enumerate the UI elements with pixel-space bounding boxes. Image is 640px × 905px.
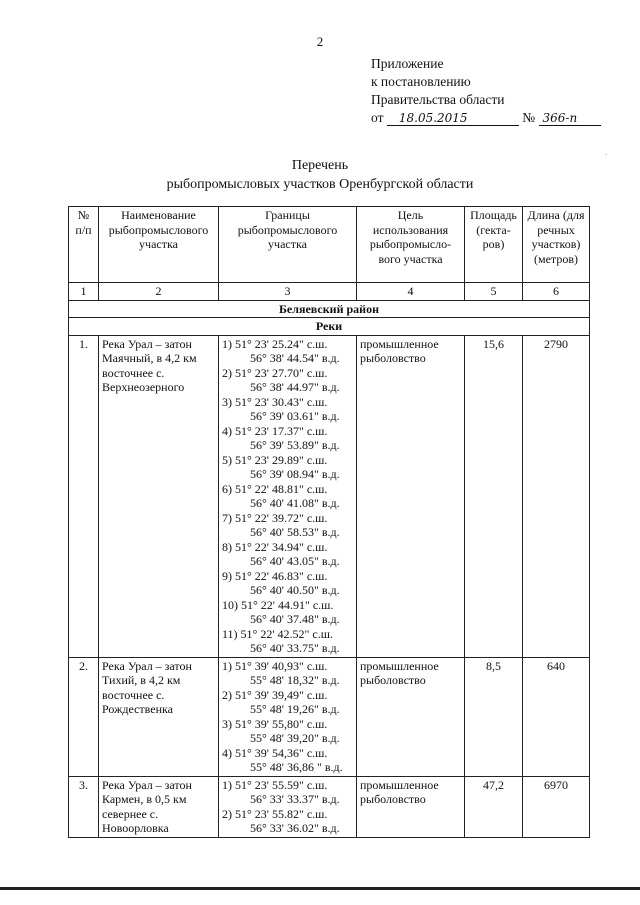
column-number: 4 xyxy=(357,283,465,301)
column-number-row xyxy=(69,283,590,301)
row-number: 1. xyxy=(69,335,99,657)
coordinate-lat: 9) 51° 22' 46.83" с.ш. xyxy=(222,568,328,583)
coordinate-lon: 56° 40' 58.53" в.д. xyxy=(250,525,340,539)
handwritten-date: 18.05.2015 xyxy=(387,111,519,126)
column-number: 3 xyxy=(219,283,357,301)
area-boundaries xyxy=(219,776,357,837)
coordinate-lat: 1) 51° 39' 40,93" с.ш. xyxy=(222,658,328,673)
district-row xyxy=(69,300,590,318)
annex-line-2: к постановлению xyxy=(371,74,471,89)
district-heading: Беляевский район xyxy=(69,300,590,318)
header-purpose: Цель использования рыбопромысло-вого участка xyxy=(357,207,465,283)
area-boundaries xyxy=(219,657,357,776)
coordinate-lat: 5) 51° 23' 29.89" с.ш. xyxy=(222,452,328,467)
table-row xyxy=(69,776,590,837)
area-purpose: промышленное рыболовство xyxy=(357,776,465,837)
column-number: 6 xyxy=(523,283,590,301)
document-title xyxy=(0,156,640,194)
header-name: Наименование рыбопромыслового участка xyxy=(99,207,219,283)
row-number: 2. xyxy=(69,657,99,776)
table-row xyxy=(69,335,590,657)
coordinate-lat: 4) 51° 39' 54,36" с.ш. xyxy=(222,745,328,760)
page-bottom-rule xyxy=(0,887,640,890)
area-length: 6970 xyxy=(523,776,590,837)
coordinate-lon: 56° 40' 43.05" в.д. xyxy=(250,554,340,568)
coordinate-lat: 2) 51° 23' 55.82" с.ш. xyxy=(222,806,328,821)
coordinate-lat: 4) 51° 23' 17.37" с.ш. xyxy=(222,423,328,438)
category-heading: Реки xyxy=(69,318,590,336)
fishing-areas-table xyxy=(68,206,590,838)
area-size: 15,6 xyxy=(465,335,523,657)
page-number: 2 xyxy=(316,34,324,49)
coordinate-lat: 10) 51° 22' 44.91" с.ш. xyxy=(222,597,334,612)
area-name: Река Урал – затон Кармен, в 0,5 км севернее с. Новоорловка xyxy=(99,776,219,837)
annex-date-line xyxy=(371,109,601,127)
coordinate-lat: 7) 51° 22' 39.72" с.ш. xyxy=(222,510,328,525)
column-number: 5 xyxy=(465,283,523,301)
column-number: 2 xyxy=(99,283,219,301)
coordinate-lon: 56° 39' 53.89" в.д. xyxy=(250,438,340,452)
coordinate-lon: 56° 40' 33.75" в.д. xyxy=(250,641,340,655)
number-prefix: № xyxy=(522,110,536,125)
category-row xyxy=(69,318,590,336)
area-purpose: промышленное рыболовство xyxy=(357,657,465,776)
coordinate-lon: 56° 39' 03.61" в.д. xyxy=(250,409,340,423)
coordinate-lon: 56° 40' 41.08" в.д. xyxy=(250,496,340,510)
coordinate-lat: 1) 51° 23' 55.59" с.ш. xyxy=(222,777,328,792)
coordinate-lat: 6) 51° 22' 48.81" с.ш. xyxy=(222,481,328,496)
coordinate-lon: 56° 39' 08.94" в.д. xyxy=(250,467,340,481)
coordinate-lat: 11) 51° 22' 42.52" с.ш. xyxy=(222,626,333,641)
coordinate-lon: 55° 48' 36,86 " в.д. xyxy=(250,760,343,774)
coordinate-lon: 56° 33' 33.37" в.д. xyxy=(250,792,340,806)
annex-header xyxy=(371,55,601,127)
header-area: Площадь (гекта-ров) xyxy=(465,207,523,283)
coordinate-lon: 55° 48' 18,32" в.д. xyxy=(250,673,340,687)
coordinate-lon: 55° 48' 19,26" в.д. xyxy=(250,702,340,716)
coordinate-lon: 55° 48' 39,20" в.д. xyxy=(250,731,340,745)
row-number: 3. xyxy=(69,776,99,837)
scan-mark: . xyxy=(605,147,608,157)
header-length: Длина (для речных участков) (метров) xyxy=(523,207,590,283)
date-prefix: от xyxy=(371,110,384,125)
header-number: № п/п xyxy=(69,207,99,283)
title-line-2: рыбопромысловых участков Оренбургской области xyxy=(166,177,474,192)
area-name: Река Урал – затон Маячный, в 4,2 км восточнее с. Верхнеозерного xyxy=(99,335,219,657)
coordinate-lon: 56° 40' 37.48" в.д. xyxy=(250,612,340,626)
annex-line-1: Приложение xyxy=(371,56,444,71)
table-header-row xyxy=(69,207,590,283)
table-row xyxy=(69,657,590,776)
coordinate-lon: 56° 40' 40.50" в.д. xyxy=(250,583,340,597)
area-size: 47,2 xyxy=(465,776,523,837)
area-length: 2790 xyxy=(523,335,590,657)
area-name: Река Урал – затон Тихий, в 4,2 км восточнее с. Рождественка xyxy=(99,657,219,776)
coordinate-lat: 3) 51° 39' 55,80" с.ш. xyxy=(222,716,328,731)
coordinate-lat: 8) 51° 22' 34.94" с.ш. xyxy=(222,539,328,554)
coordinate-lon: 56° 33' 36.02" в.д. xyxy=(250,821,340,835)
column-number: 1 xyxy=(69,283,99,301)
coordinate-lon: 56° 38' 44.54" в.д. xyxy=(250,351,340,365)
annex-line-3: Правительства области xyxy=(371,92,505,107)
area-length: 640 xyxy=(523,657,590,776)
area-size: 8,5 xyxy=(465,657,523,776)
area-purpose: промышленное рыболовство xyxy=(357,335,465,657)
header-boundaries: Границы рыбопромыслового участка xyxy=(219,207,357,283)
title-line-1: Перечень xyxy=(291,158,349,173)
coordinate-lat: 2) 51° 39' 39,49" с.ш. xyxy=(222,687,328,702)
coordinate-lat: 1) 51° 23' 25.24" с.ш. xyxy=(222,336,328,351)
handwritten-number: 366-п xyxy=(539,111,601,126)
area-boundaries xyxy=(219,335,357,657)
coordinate-lat: 3) 51° 23' 30.43" с.ш. xyxy=(222,394,328,409)
coordinate-lat: 2) 51° 23' 27.70" с.ш. xyxy=(222,365,328,380)
coordinate-lon: 56° 38' 44.97" в.д. xyxy=(250,380,340,394)
